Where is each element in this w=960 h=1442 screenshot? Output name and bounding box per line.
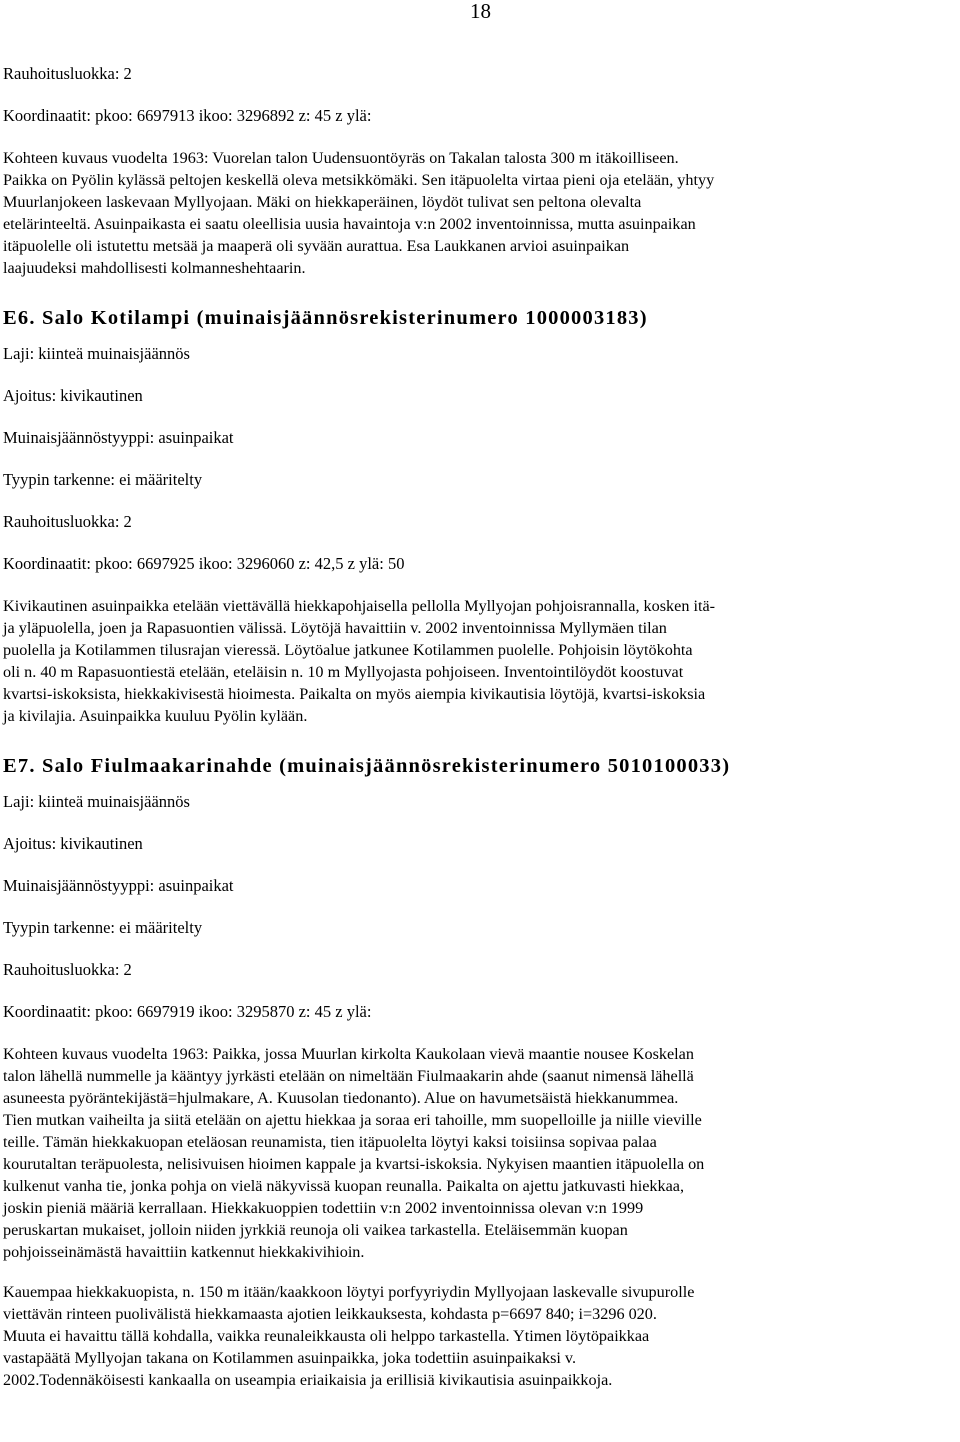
- text-line: teille. Tämän hiekkakuopan eteläosan reunamista, tien itäpuolelta löytyi kaksi toisiinsa sopivaa palaa: [3, 1133, 657, 1151]
- rauhoitusluokka: Rauhoitusluokka: 2: [3, 512, 132, 531]
- text-line: Paikka on Pyölin kylässä peltojen keskellä oleva metsikkömäki. Sen itäpuolelta virtaa pieni oja etelään, yhtyy: [3, 171, 715, 189]
- kohteen-kuvaus: [3, 595, 953, 727]
- text-line: ja yläpuolella, joen ja Rapasuontien välissä. Löytöjä havaittiin v. 2002 inventoinnissa Myllymäen tilan: [3, 619, 667, 637]
- rauhoitusluokka: Rauhoitusluokka: 2: [3, 64, 132, 83]
- text-line: Tien mutkan vaiheilta ja siitä etelään on ajettu hiekkaa ja soraa eri tahoille, mm suopelloille ja niille vieville: [3, 1111, 702, 1129]
- text-line: etelärinteeltä. Asuinpaikasta ei saatu oleellisia uusia havaintoja v:n 2002 inventoinnissa, mutta asuinpaikan: [3, 215, 696, 233]
- ajoitus: Ajoitus: kivikautinen: [3, 386, 143, 405]
- laji: Laji: kiinteä muinaisjäännös: [3, 792, 190, 811]
- text-line: kourutaltan teräpuolesta, nelisivuisen hioimen kappale ja kvartsi-iskoksia. Nykyisen maantien itäpuolella on: [3, 1155, 705, 1173]
- text-line: Kohteen kuvaus vuodelta 1963: Vuorelan talon Uudensuontöyräs on Takalan talosta 300 m itäkoilliseen.: [3, 149, 679, 167]
- text-line: laajuudeksi mahdollisesti kolmanneshehtaarin.: [3, 259, 306, 277]
- text-line: Muuta ei havaittu tällä kohdalla, vaikka reunaleikkausta oli helppo tarkastella. Ytimen löytöpaikkaa: [3, 1327, 650, 1345]
- text-line: joskin pieniä määriä kerrallaan. Hiekkakuoppien todettiin v:n 2002 inventoinnissa olevan v:n 1999: [3, 1199, 644, 1217]
- muinaisjaannostyyppi: Muinaisjäännöstyyppi: asuinpaikat: [3, 428, 234, 447]
- tyypin-tarkenne: Tyypin tarkenne: ei määritelty: [3, 470, 203, 489]
- koordinaatit: Koordinaatit: pkoo: 6697919 ikoo: 3295870 z: 45 z ylä:: [3, 1002, 372, 1021]
- koordinaatit: Koordinaatit: pkoo: 6697913 ikoo: 3296892 z: 45 z ylä:: [3, 106, 372, 125]
- text-line: vastapäätä Myllyojan takana on Kotilammen asuinpaikka, joka todettiin asuinpaikaksi v.: [3, 1349, 577, 1367]
- text-line: Kohteen kuvaus vuodelta 1963: Paikka, jossa Muurlan kirkolta Kaukolaan vievä maantie nousee Koskelan: [3, 1045, 694, 1063]
- text-line: talon lähellä nummelle ja kääntyy jyrkästi etelään on nimeltään Fiulmaakarin ahde (saanut nimensä lähellä: [3, 1067, 694, 1085]
- text-line: 2002.Todennäköisesti kankaalla on useampia eriaikaisia ja erillisiä kivikautisia asuinpaikkoja.: [3, 1371, 613, 1389]
- text-line: itäpuolelle oli istutettu metsää ja maaperä oli syvään aurattua. Esa Laukkanen arvioi asuinpaikan: [3, 237, 630, 255]
- text-line: Kivikautinen asuinpaikka etelään viettävällä hiekkapohjaisella pellolla Myllyojan pohjoisrannalla, kosken itä-: [3, 597, 716, 615]
- laji: Laji: kiinteä muinaisjäännös: [3, 344, 190, 363]
- document-body: [3, 63, 953, 1409]
- ajoitus: Ajoitus: kivikautinen: [3, 834, 143, 853]
- koordinaatit: Koordinaatit: pkoo: 6697925 ikoo: 3296060 z: 42,5 z ylä: 50: [3, 554, 405, 573]
- muinaisjaannostyyppi: Muinaisjäännöstyyppi: asuinpaikat: [3, 876, 234, 895]
- text-line: Muurlanjokeen laskevaan Myllyojaan. Mäki on hiekkaperäinen, löydöt tulivat sen peltona olevalta: [3, 193, 642, 211]
- text-line: viettävän rinteen puolivälistä hiekkamaasta ajotien leikkauksesta, kohdasta p=6697 840; i=3296 020.: [3, 1305, 657, 1323]
- page-number: 18: [470, 0, 491, 23]
- section-heading-e6: E6. Salo Kotilampi (muinaisjäännösrekisterinumero 1000003183): [3, 307, 648, 329]
- text-line: asuneesta pyöräntekijästä=hjulmakare, A. Kuusolan tiedonanto). Alue on havumetsäistä hiekkanummea.: [3, 1089, 679, 1107]
- rauhoitusluokka: Rauhoitusluokka: 2: [3, 960, 132, 979]
- text-line: pohjoisseinämästä havaittiin katkennut hiekkakivihioin.: [3, 1243, 365, 1261]
- text-line: oli n. 40 m Rapasuontiestä etelään, eteläisin n. 10 m Myllyojasta pohjoiseen. Inventointilöydöt koostuvat: [3, 663, 684, 681]
- section-heading-e7: E7. Salo Fiulmaakarinahde (muinaisjäännösrekisterinumero 5010100033): [3, 755, 731, 777]
- lisahavainnot: [3, 1281, 953, 1391]
- text-line: puolella ja Kotilammen tilusrajan vieressä. Löytöalue jatkunee Kotilammen puolelle. Pohjoisin löytökohta: [3, 641, 693, 659]
- tyypin-tarkenne: Tyypin tarkenne: ei määritelty: [3, 918, 203, 937]
- text-line: ja kivilajia. Asuinpaikka kuuluu Pyölin kylään.: [3, 707, 308, 725]
- text-line: peruskartan mukaiset, jolloin niiden jyrkkiä reunoja oli vaikea tarkastella. Eteläisemmän kuopan: [3, 1221, 628, 1239]
- text-line: Kauempaa hiekkakuopista, n. 150 m itään/kaakkoon löytyi porfyyriydin Myllyojaan laskevalle sivupurolle: [3, 1283, 695, 1301]
- kohteen-kuvaus: [3, 147, 953, 279]
- text-line: kulkenut vanha tie, jonka pohja on vielä näkyvissä kuopan reunalla. Paikalta on ajettu jatkuvasti hiekkaa,: [3, 1177, 685, 1195]
- kohteen-kuvaus: [3, 1043, 953, 1263]
- text-line: kvartsi-iskoksista, hiekkakivisestä hioimesta. Paikalta on myös aiempia kivikautisia löytöjä, kvartsi-iskoksia: [3, 685, 706, 703]
